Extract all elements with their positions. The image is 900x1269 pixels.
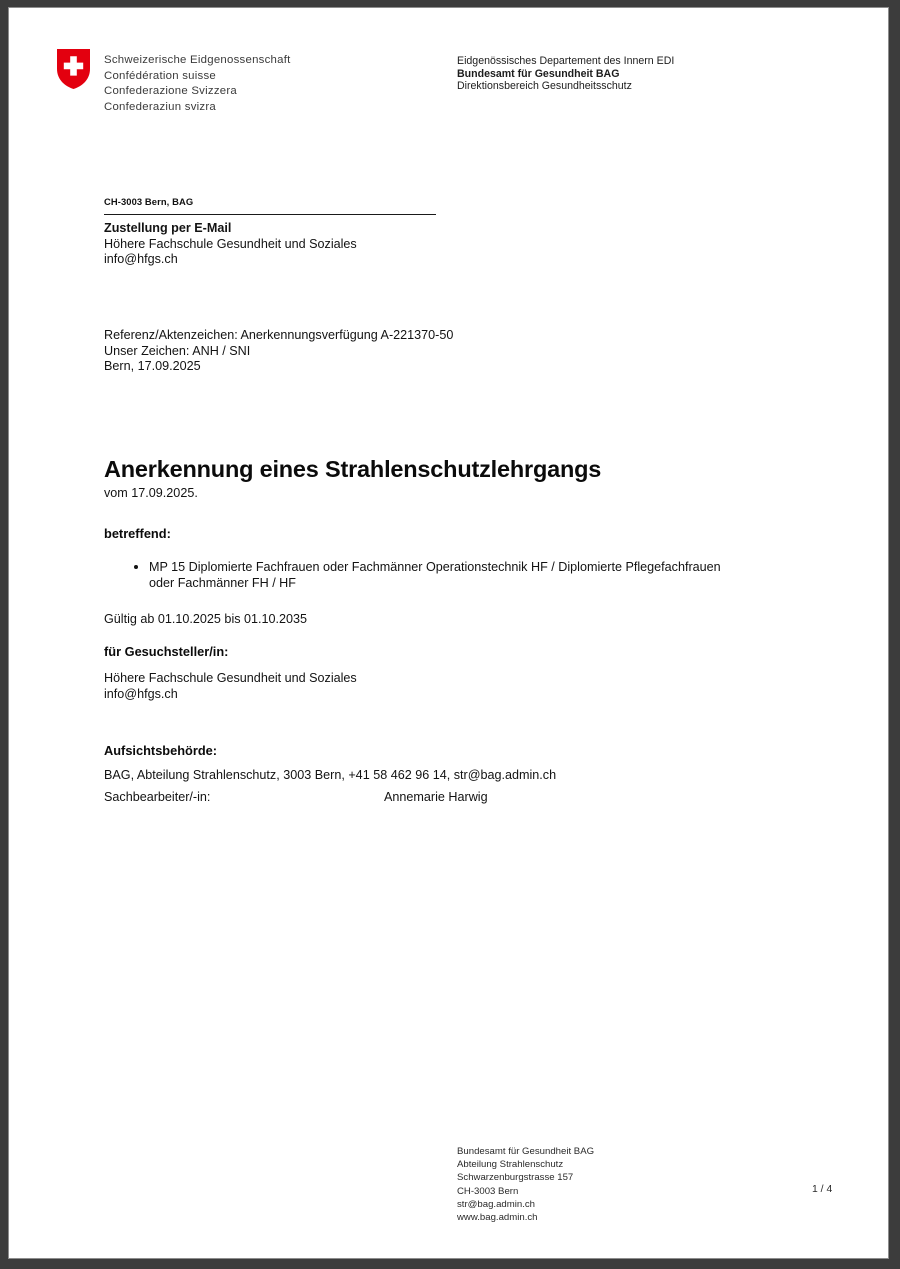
reference-our-sign: Unser Zeichen: ANH / SNI — [104, 343, 251, 358]
confederation-names — [104, 53, 291, 115]
authority-contact: BAG, Abteilung Strahlenschutz, 3003 Bern, +41 58 462 96 14, str@bag.admin.ch — [104, 768, 557, 782]
sender-divider — [104, 214, 436, 215]
applicant-block — [104, 671, 357, 702]
bullet-icon — [134, 565, 138, 569]
footer-division: Abteilung Strahlenschutz — [457, 1159, 564, 1171]
reference-file-number: Referenz/Aktenzeichen: Anerkennungsverfügung A-221370-50 — [104, 328, 454, 342]
confederation-name-rm: Confederaziun svizra — [104, 100, 216, 113]
subject-heading: betreffend: — [104, 526, 171, 541]
applicant-heading: für Gesuchsteller/in: — [104, 644, 229, 659]
confederation-name-it: Confederazione Svizzera — [104, 85, 238, 98]
delivery-note: Zustellung per E-Mail — [104, 221, 232, 235]
confederation-name-fr: Confédération suisse — [104, 69, 217, 82]
footer-city: CH-3003 Bern — [457, 1185, 519, 1197]
footer-email: str@bag.admin.ch — [457, 1198, 535, 1210]
page-number: 1 / 4 — [812, 1184, 833, 1195]
recipient-name: Höhere Fachschule Gesundheit und Soziales — [104, 236, 357, 251]
division-name: Direktionsbereich Gesundheitsschutz — [457, 80, 632, 93]
footer-address — [457, 1145, 594, 1224]
recipient-email: info@hfgs.ch — [104, 252, 178, 267]
handler-label: Sachbearbeiter/-in: — [104, 790, 211, 804]
footer-office: Bundesamt für Gesundheit BAG — [457, 1146, 595, 1157]
applicant-name: Höhere Fachschule Gesundheit und Soziales — [104, 671, 357, 685]
confederation-name-de: Schweizerische Eidgenossenschaft — [104, 54, 291, 66]
subject-list — [134, 559, 749, 592]
list-item-label: MP 15 Diplomierte Fachfrauen oder Fachmänner Operationstechnik HF / Diplomierte Pflegefachfrauen oder Fachmänner FH / HF — [149, 560, 721, 591]
letterhead — [49, 42, 749, 132]
page-content — [9, 8, 888, 1258]
authority-heading: Aufsichtsbehörde: — [104, 743, 218, 758]
handler-name: Annemarie Harwig — [384, 790, 488, 804]
applicant-email: info@hfgs.ch — [104, 686, 178, 701]
page-subtitle: vom 17.09.2025. — [104, 486, 198, 500]
recipient-block — [104, 221, 357, 268]
list-item — [134, 559, 749, 592]
department-line: Eidgenössisches Departement des Innern EDI — [457, 55, 675, 67]
reference-place-date: Bern, 17.09.2025 — [104, 359, 201, 374]
swiss-coat-of-arms-icon — [57, 49, 90, 89]
reference-block — [104, 328, 453, 375]
office-name: Bundesamt für Gesundheit BAG — [457, 67, 620, 80]
footer-street: Schwarzenburgstrasse 157 — [457, 1172, 574, 1184]
footer-website: www.bag.admin.ch — [457, 1212, 538, 1224]
page-title: Anerkennung eines Strahlenschutzlehrgangs — [104, 456, 602, 482]
handler-row — [104, 790, 624, 804]
document-page — [8, 7, 889, 1259]
sender-return-address: CH-3003 Bern, BAG — [104, 196, 194, 207]
department-block — [457, 55, 674, 93]
validity-period: Gültig ab 01.10.2025 bis 01.10.2035 — [104, 612, 308, 626]
